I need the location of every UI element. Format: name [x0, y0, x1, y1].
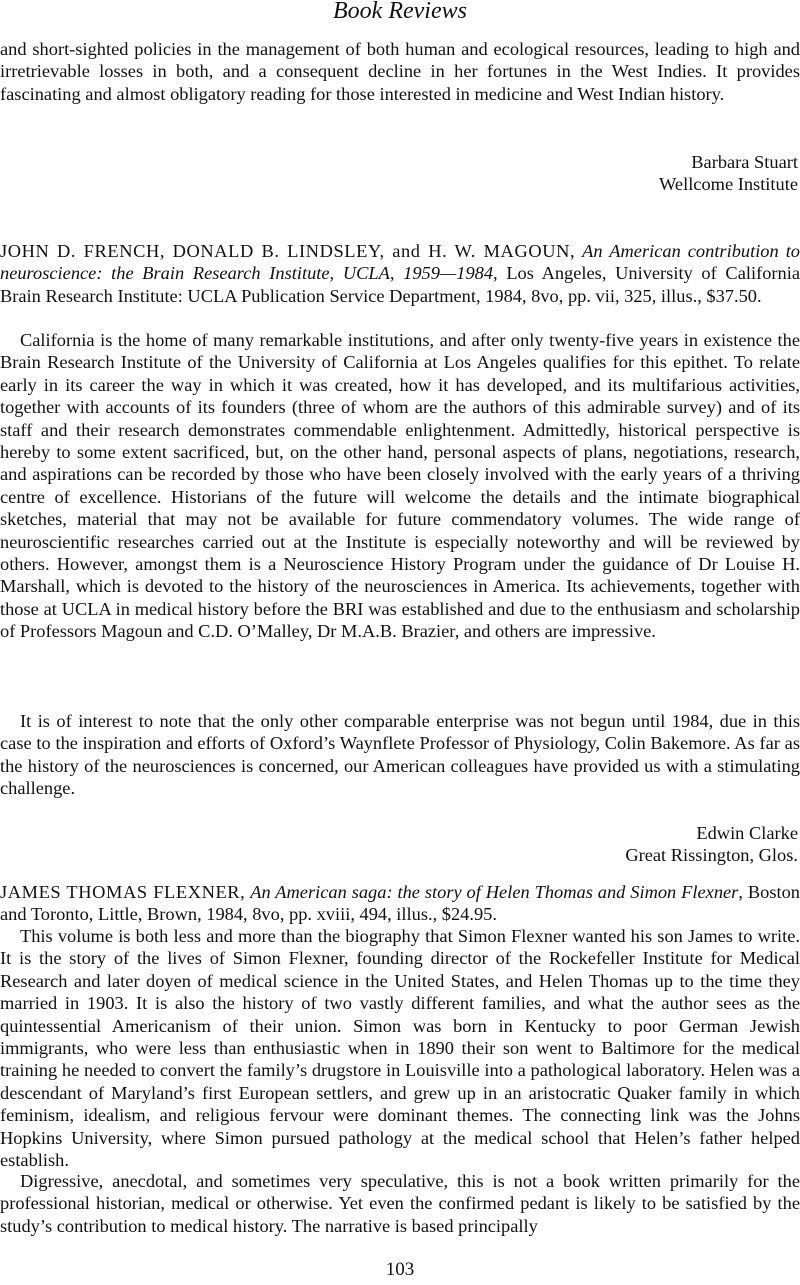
review-authors: JOHN D. FRENCH, DONALD B. LINDSLEY, and H. W. MAGOUN, [0, 241, 576, 261]
page-number: 103 [385, 1259, 415, 1280]
review-publication-details: , Boston and Toronto, Little, Brown, 1984, 8vo, pp. xviii, 494, illus., $24.95. [0, 882, 800, 925]
running-head: Book Reviews [333, 0, 467, 24]
review-publication-details: , Los Angeles, University of California Brain Research Institute: UCLA Publication Service Department, 1984, 8vo, pp. vii, 325, illus., $37.50. [0, 263, 800, 306]
reviewer-affiliation: Wellcome Institute [659, 174, 798, 195]
reviewer-name: Edwin Clarke [696, 823, 798, 843]
review-heading-1 [0, 240, 800, 307]
review-paragraph: California is the home of many remarkable institutions, and after only twenty-five years in existence the Brain Research Institute of the University of California at Los Angeles qualifies for this epithet. To relate early in its career the way in which it was created, how it has developed, and its multifarious activities, together with accounts of its founders (three of whom are the authors of this admirable survey) and of its staff and their research demonstrates commendable enlightenment. Admittedly, historical perspective is hereby to some extent sacrificed, but, on the other hand, personal aspects of plans, negotiations, research, and aspirations can be recorded by those who have been closely involved with the early years of a thriving centre of excellence. Historians of the future will welcome the details and the intimate biographical sketches, material that may not be available for future commendatory volumes. The wide range of neuroscientific researches carried out at the Institute is especially noteworthy and will be reviewed by others. However, amongst them is a Neuroscience History Program under the guidance of Dr Louise H. Marshall, which is devoted to the history of the neurosciences in America. Its achievements, together with those at UCLA in medical history before the BRI was established and due to the enthusiasm and scholarship of Professors Magoun and C.D. O’Malley, Dr M.A.B. Brazier, and others are impressive. [0, 330, 800, 642]
review-paragraph: This volume is both less and more than the biography that Simon Flexner wanted his son James to write. It is the story of the lives of Simon Flexner, founding director of the Rockefeller Institute for Medical Research and later doyen of medical science in the United States, and Helen Thomas up to the time they married in 1903. It is also the history of two vastly different families, and what the author sees as the quintessential Americanism of their union. Simon was born in Kentucky to poor German Jewish immigrants, who were less than enthusiastic when in 1890 their son went to Baltimore for the medical training he needed to convert the family’s drugstore in Louisville into a pathological laboratory. Helen was a descendant of Maryland’s first European settlers, and grew up in an aristocratic Quaker family in which feminism, idealism, and religious fervour were dominant themes. The connecting link was the Johns Hopkins University, where Simon pursued pathology at the medical school that Helen’s father helped establish. [0, 926, 800, 1171]
reviewer-signature-2 [625, 822, 798, 867]
reviewer-affiliation: Great Rissington, Glos. [625, 845, 798, 866]
review-paragraph: Digressive, anecdotal, and sometimes very speculative, this is not a book written primarily for the professional historian, medical or otherwise. Yet even the confirmed pedant is likely to be satisfied by the study’s contribution to medical history. The narrative is based principally [0, 1171, 800, 1236]
continuation-paragraph: and short-sighted policies in the management of both human and ecological resources, leading to high and irretrievable losses in both, and a consequent decline in her fortunes in the West Indies. It provides fascinating and almost obligatory reading for those interested in medicine and West Indian history. [0, 39, 800, 104]
review-title: An American contribution to neuroscience: the Brain Research Institute, UCLA, 1959—1984 [0, 241, 800, 284]
review-title: An American saga: the story of Helen Thomas and Simon Flexner [250, 882, 739, 902]
review-authors: JAMES THOMAS FLEXNER, [0, 882, 246, 902]
reviewer-name: Barbara Stuart [691, 152, 798, 172]
review-paragraph: It is of interest to note that the only other comparable enterprise was not begun until 1984, due in this case to the inspiration and efforts of Oxford’s Waynflete Professor of Physiology, Colin Bakemore. As far as the history of the neurosciences is concerned, our American colleagues have provided us with a stimulating challenge. [0, 711, 800, 799]
review-heading-2 [0, 881, 800, 926]
reviewer-signature-1 [659, 151, 798, 196]
